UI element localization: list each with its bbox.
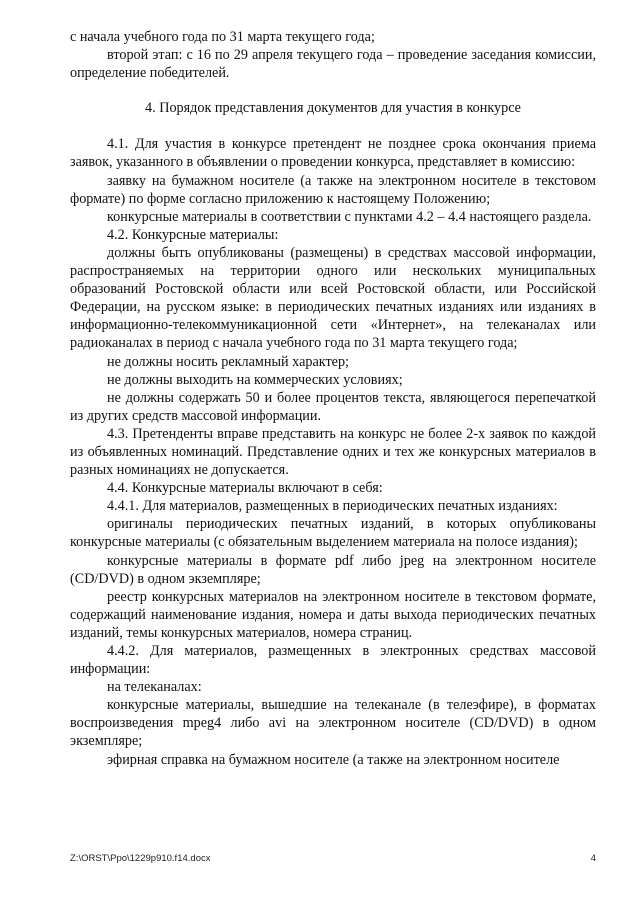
paragraph: 4.2. Конкурсные материалы: <box>107 226 279 243</box>
file-path: Z:\ORST\Ppo\1229p910.f14.docx <box>70 853 211 864</box>
list-item: не должны выходить на коммерческих условиях; <box>107 371 403 388</box>
paragraph: 4.3. Претенденты вправе представить на конкурс не более 2-х заявок по каждой из объявленных номинаций. Представление одних и тех же конкурсных материалов в разных номинациях не допускается. <box>70 425 596 479</box>
list-item: конкурсные материалы в формате pdf либо jpeg на электронном носителе (CD/DVD) в одном экземпляре; <box>70 552 596 587</box>
paragraph: 4.4.2. Для материалов, размещенных в электронных средствах массовой информации: <box>70 643 596 678</box>
list-item: эфирная справка на бумажном носителе (а также на электронном носителе <box>107 751 560 768</box>
list-item: должны быть опубликованы (размещены) в средствах массовой информации, распространяемых на территории одного или нескольких муниципальных образований Ростовской области или всей Ростовской области, или Российской Федерации, на русском языке: в периодических печатных изданиях или изданиях в информационно-телекоммуникационной сети «Интернет», на телеканалах или радиоканалах в период с начала учебного года по 31 марта текущего года; <box>70 244 596 352</box>
list-item: заявку на бумажном носителе (а также на электронном носителе в текстовом формате) по форме согласно приложению к настоящему Положению; <box>70 172 596 207</box>
paragraph: 4.4. Конкурсные материалы включают в себя: <box>107 480 383 497</box>
page-number: 4 <box>590 853 596 864</box>
section-heading: 4. Порядок представления документов для участия в конкурсе <box>145 100 521 117</box>
list-item: реестр конкурсных материалов на электронном носителе в текстовом формате, содержащий наименование издания, номера и даты выхода периодических печатных изданий, темы конкурсных материалов, номера страниц. <box>70 588 596 641</box>
paragraph: 4.4.1. Для материалов, размещенных в периодических печатных изданиях: <box>107 498 558 515</box>
list-item: не должны содержать 50 и более процентов текста, являющегося перепечаткой из других средств массовой информации. <box>70 389 596 424</box>
document-body <box>70 28 596 769</box>
list-item: конкурсные материалы в соответствии с пунктами 4.2 – 4.4 настоящего раздела. <box>107 208 592 225</box>
paragraph: второй этап: с 16 по 29 апреля текущего года – проведение заседания комиссии, определение победителей. <box>70 47 596 82</box>
list-item: на телеканалах: <box>107 679 202 696</box>
paragraph: с начала учебного года по 31 марта текущего года; <box>70 29 375 45</box>
list-item: не должны носить рекламный характер; <box>107 353 349 370</box>
paragraph: 4.1. Для участия в конкурсе претендент не позднее срока окончания приема заявок, указанного в объявлении о проведении конкурса, представляет в комиссию: <box>70 136 596 171</box>
list-item: конкурсные материалы, вышедшие на телеканале (в телеэфире), в форматах воспроизведения mpeg4 либо avi на электронном носителе (CD/DVD) в одном экземпляре; <box>70 697 596 750</box>
list-item: оригиналы периодических печатных изданий, в которых опубликованы конкурсные материалы (с обязательным выделением материала на полосе издания); <box>70 516 596 551</box>
